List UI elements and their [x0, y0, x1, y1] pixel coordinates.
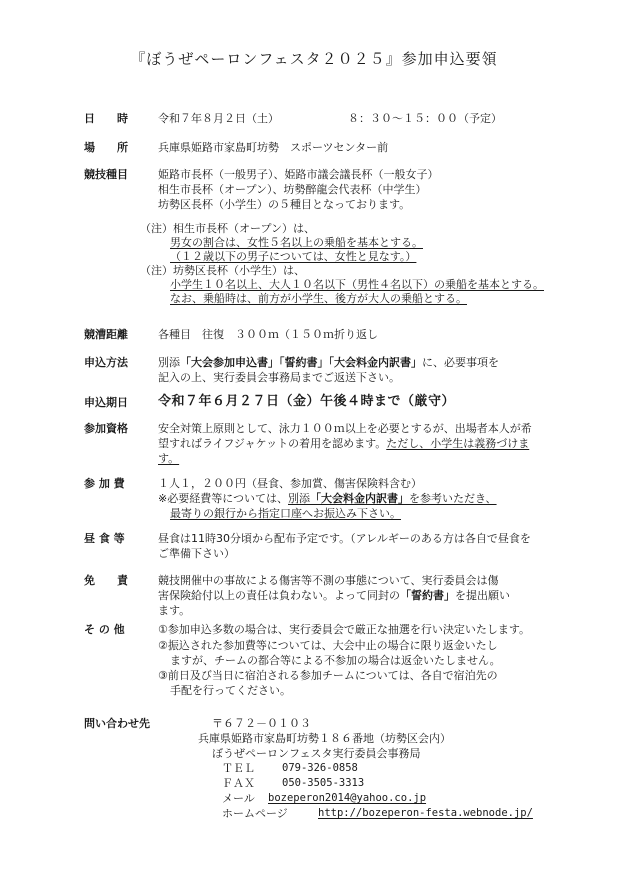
- note2-line-2: なお、乗船時は、前方が小学生、後方が大人の乗船とする。: [170, 292, 467, 305]
- method-doc-2: 「誓約書」: [279, 356, 329, 369]
- fee-line-2c: 「大会料金内訳書」: [310, 492, 409, 505]
- distance-label: 競漕距離: [84, 328, 128, 341]
- date-label: 日 時: [84, 112, 128, 125]
- others-line-2: ②振込された参加費等については、大会中止の場合に限り返金いたし: [158, 639, 498, 652]
- fee-line-2b: 別添: [288, 492, 310, 505]
- qualification-line-3: す。: [158, 452, 180, 465]
- distance-value: 各種目 往復 ３００ｍ（１５０ｍ折り返し: [158, 328, 378, 341]
- deadline-value: 令和７年６月２７日（金）午後４時まで（厳守）: [158, 394, 456, 409]
- contact-mail-label: メール: [222, 792, 255, 805]
- method-doc-3: 「大会料金内訳書」: [328, 356, 422, 369]
- contact-fax-label: ＦＡＸ: [222, 777, 255, 790]
- method-doc-1: 「大会参加申込書」: [180, 356, 279, 369]
- date-value: 令和７年８月２日（土）: [158, 112, 279, 125]
- place-label: 場 所: [84, 141, 128, 154]
- page-title: 『ぼうぜペーロンフェスタ２０２５』参加申込要領: [130, 50, 498, 68]
- contact-mail[interactable]: bozeperon2014@yahoo.co.jp: [268, 792, 427, 804]
- place-value: 兵庫県姫路市家島町坊勢 スポーツセンター前: [158, 141, 389, 154]
- exemption-line-2: [158, 589, 510, 603]
- others-line-3: ますが、チームの都合等による不参加の場合は返金いたしません。: [170, 654, 501, 667]
- exemption-label: 免 責: [84, 574, 128, 587]
- note1-line-2: （１２歳以下の男子については、女性と見なす。）: [170, 250, 417, 263]
- lunch-line-1: 昼食は11時30分頃から配布予定です。（アレルギーのある方は各自で昼食を: [158, 532, 531, 545]
- note2-head: （注）坊勢区長杯（小学生）は、: [140, 264, 305, 277]
- contact-tel: 079-326-0858: [282, 762, 358, 774]
- note1-head: （注）相生市長杯（オープン）は、: [140, 222, 316, 235]
- qualification-line-2b: ただし、小学生は義務づけま: [386, 437, 530, 450]
- fee-line-3: 最寄りの銀行から指定口座へお振込み下さい。: [170, 507, 401, 520]
- qualification-line-1: 安全対策上原則として、泳力１００ｍ以上を必要とするが、出場者本人が希: [158, 422, 532, 435]
- contact-address: 兵庫県姫路市家島町坊勢１８６番地（坊勢区会内）: [198, 732, 451, 745]
- qualification-line-2: [158, 437, 529, 451]
- exemption-line-2a: 害保険給付以上の責任は負わない。よって同封の: [158, 589, 400, 602]
- events-line-1: 姫路市長杯（一般男子）、姫路市議会議長杯（一般女子）: [158, 168, 439, 181]
- exemption-line-1: 競技開催中の事故による傷害等不測の事態について、実行委員会は傷: [158, 574, 499, 587]
- contact-org: ぼうぜペーロンフェスタ実行委員会事務局: [212, 747, 421, 760]
- qualification-label: 参加資格: [84, 422, 128, 435]
- contact-tel-label: ＴＥＬ: [222, 762, 255, 775]
- fee-line-1: １人１，２００円（昼食、参加賞、傷害保険料含む）: [158, 477, 422, 490]
- contact-fax: 050-3505-3313: [282, 777, 365, 789]
- time-value: ８：３０～１５：００（予定）: [348, 112, 502, 125]
- lunch-label: 昼 食 等: [84, 532, 125, 545]
- fee-line-2d: を参考いただき、: [409, 492, 497, 505]
- events-label: 競技種目: [84, 168, 128, 181]
- exemption-line-3: ます。: [158, 604, 191, 617]
- others-label: そ の 他: [84, 623, 125, 636]
- note2-line-1: 小学生１０名以上、大人１０名以下（男性４名以下）の乗船を基本とする。: [170, 278, 544, 291]
- lunch-line-2: ご準備下さい）: [158, 547, 235, 560]
- others-line-4: ③前日及び当日に宿泊される参加チームについては、各自で宿泊先の: [158, 669, 498, 682]
- exemption-line-2c: を提出願い: [455, 589, 510, 602]
- contact-web-label: ホームページ: [222, 807, 288, 820]
- method-post: に、必要事項を: [422, 356, 499, 369]
- contact-zip: 〒６７２－０１０３: [212, 717, 311, 730]
- qualification-line-2a: 望すればライフジャケットの着用を認めます。: [158, 437, 387, 450]
- method-line-1: [158, 356, 499, 370]
- method-pre: 別添: [158, 356, 180, 369]
- fee-label: 参 加 費: [84, 477, 125, 490]
- exemption-line-2b: 「誓約書」: [400, 589, 455, 602]
- contact-label: 問い合わせ先: [84, 717, 150, 730]
- fee-line-2a: ※必要経費等については、: [158, 492, 288, 505]
- others-line-5: 手配を行ってください。: [170, 684, 291, 697]
- method-line-2: 記入の上、実行委員会事務局までご返送下さい。: [158, 371, 400, 384]
- events-line-3: 坊勢区長杯（小学生）の５種目となっております。: [158, 198, 411, 211]
- note1-line-1: 男女の割合は、女性５名以上の乗船を基本とする。: [170, 236, 423, 249]
- events-line-2: 相生市長杯（オープン）、坊勢醉龍会代表杯（中学生）: [158, 183, 427, 196]
- deadline-label: 申込期日: [84, 396, 128, 409]
- contact-web[interactable]: http://bozeperon-festa.webnode.jp/: [318, 807, 533, 819]
- fee-line-2: [158, 492, 497, 506]
- others-line-1: ①参加申込多数の場合は、実行委員会で厳正な抽選を行い決定いたします。: [158, 623, 530, 636]
- method-label: 申込方法: [84, 356, 128, 369]
